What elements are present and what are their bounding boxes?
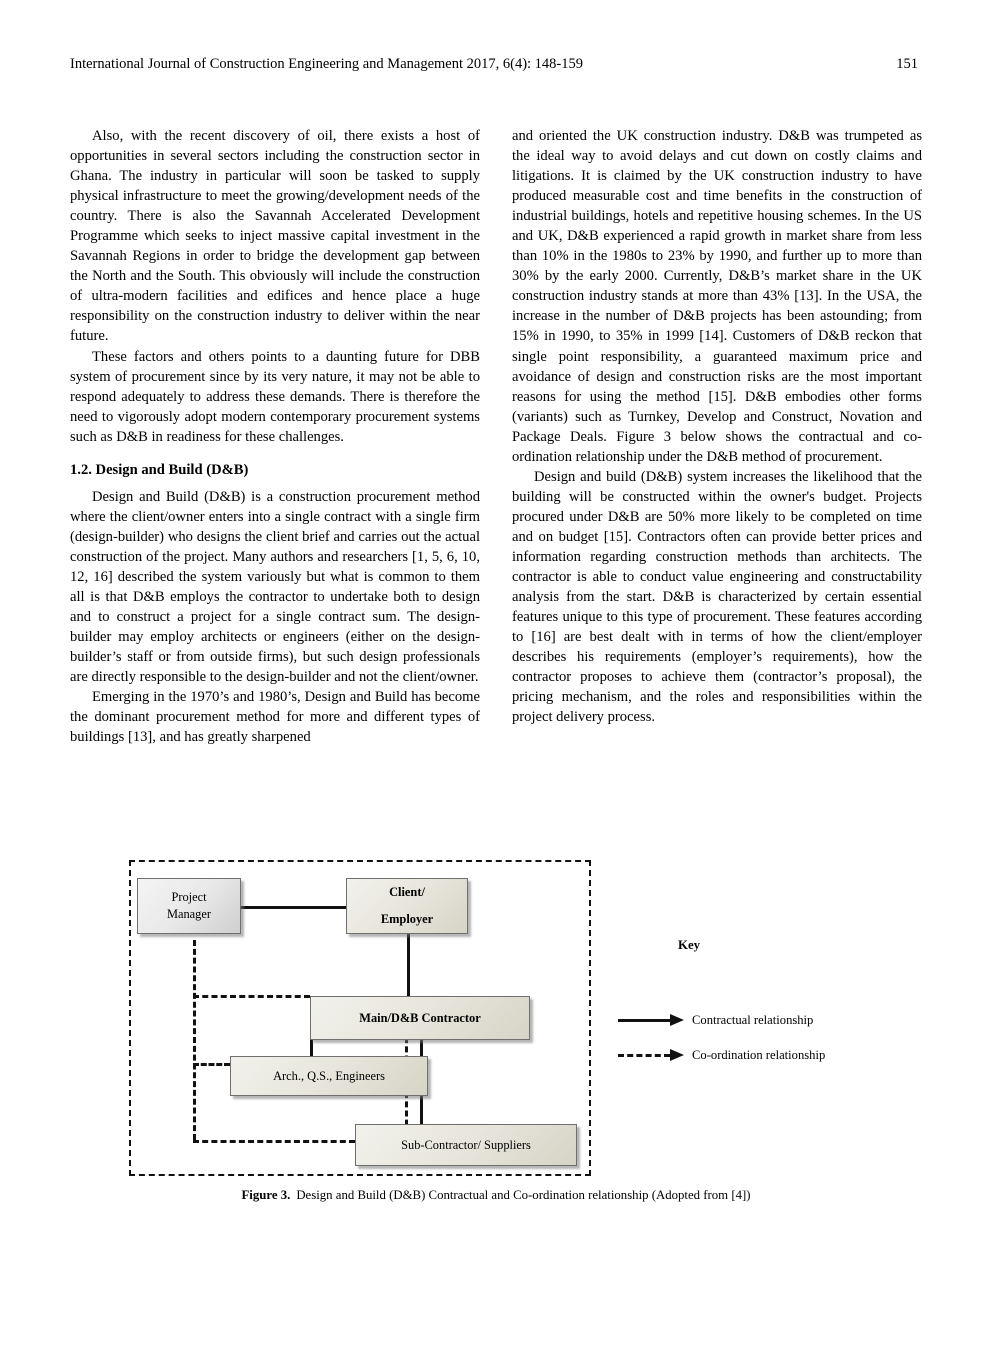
- contract-link-pm-client: [241, 906, 346, 909]
- node-label: Employer: [380, 912, 434, 926]
- coordination-spine-vertical: [193, 940, 196, 1140]
- node-client-employer: [346, 878, 468, 934]
- figure-caption: [70, 1186, 922, 1204]
- right-column: [512, 126, 922, 747]
- node-label: Project: [171, 890, 207, 904]
- figure-key: [618, 938, 918, 1078]
- left-column: [70, 126, 480, 747]
- article-body: [70, 126, 922, 747]
- paragraph: Design and Build (D&B) is a construction procurement method where the client/owner enters into a single contract with a single firm (design-builder) who designs the client brief and carries out the actual construction of the project. Many authors and researchers [1, 5, 6, 10, 12, 16] described the system variously but what is common to them all is that D&B employs the contractor to undertake both to design and to construct a project for a single contract sum. The design-builder may employ architects or engineers (either on the design-builder’s staff or from outside firms), but such design professionals are directly responsible to the design-builder and not the client/owner.: [70, 488, 480, 686]
- node-subcontractors: [355, 1124, 577, 1166]
- coordination-link-subcontractors: [193, 1140, 355, 1143]
- paragraph: Design and build (D&B) system increases the likelihood that the building will be constructed within the owner's budget. Projects procured under D&B are 50% more likely to be completed on time and on budget [15]. Contractors often can provide better prices and information regarding construction methods than architects. The contractor is able to conduct value engineering and constructability analysis from the start. D&B is characterized by certain essential features unique to this type of procurement. These features according to [16] are best dealt with in terms of how the client/employer describes his requirements (employer’s requirements), how the contractor proposes to achieve them (contractor’s proposal), the pricing mechanism, and the roles and responsibilities within the project delivery process.: [512, 468, 922, 726]
- coordination-link-main-contractor: [193, 995, 310, 998]
- solid-arrow-icon: [618, 1013, 686, 1027]
- legend-row-contractual: [618, 1010, 918, 1030]
- paragraph: These factors and others points to a daunting future for DBB system of procurement since by its very nature, it may not be able to respond adequately to address these demands. There is therefore the need to vigorously adopt modern contemporary procurement systems such as D&B in readiness for these challenges.: [70, 348, 480, 445]
- section-heading: 1.2. Design and Build (D&B): [70, 461, 249, 478]
- contract-link-client-main: [407, 934, 410, 996]
- node-consultants: [230, 1056, 428, 1096]
- journal-title-line: International Journal of Construction Engineering and Management 2017, 6(4): 148-159: [70, 56, 584, 72]
- figure-caption-text: Design and Build (D&B) Contractual and Co-ordination relationship (Adopted from [4]): [296, 1188, 751, 1202]
- paragraph: Emerging in the 1970’s and 1980’s, Design and Build has become the dominant procurement method for more and different types of buildings [13], and has greatly sharpened: [70, 689, 480, 746]
- node-main-contractor: [310, 996, 530, 1040]
- node-label: Client/: [389, 885, 425, 899]
- running-head: [70, 56, 922, 78]
- paragraph: and oriented the UK construction industry. D&B was trumpeted as the ideal way to avoid delays and cut down on costly claims and litigations. It is claimed by the UK construction industry to have produced measurable cost and time benefits in the construction of industrial buildings, hotels and repetitive housing schemes. In the US and UK, D&B experienced a rapid growth in market share from less than 10% in the 1980s to 23% by 1990, and further up to more than 30% by the early 2000. Currently, D&B’s market share in the UK construction industry stands at more than 43% [13]. In the USA, the increase in the number of D&B projects has been astounding; from 15% in 1990, to 35% in 1999 [14]. Customers of D&B reckon that single point responsibility, a guaranteed maximum price and avoidance of design and construction risks are the most important reasons for using the method [15]. D&B embodies other forms (variants) such as Turnkey, Develop and Construct, Novation and Package Deals. Figure 3 below shows the contractual and co-ordination relationship under the D&B method of procurement.: [512, 128, 922, 465]
- node-label: Arch., Q.S., Engineers: [273, 1068, 385, 1083]
- diagram-boundary: [129, 860, 591, 1176]
- node-project-manager: [137, 878, 241, 934]
- legend-label: Co-ordination relationship: [692, 1047, 826, 1062]
- figure-3: [70, 850, 922, 1230]
- legend-label: Contractual relationship: [692, 1012, 814, 1027]
- paragraph: Also, with the recent discovery of oil, there exists a host of opportunities in several sectors including the construction sector in Ghana. The industry in particular will soon be tasked to supply physical infrastructure to meet the growing/development needs of the country. There is also the Savannah Accelerated Development Programme which seeks to inject massive capital investment in the Savannah Regions in order to bridge the development gap between the North and the South. This obviously will include the construction of ultra-modern facilities and edifices and hence place a huge responsibility on the construction industry to deliver within the near future.: [70, 128, 480, 345]
- dashed-arrow-icon: [618, 1048, 686, 1062]
- node-label: Manager: [166, 907, 212, 921]
- node-label: Sub-Contractor/ Suppliers: [401, 1137, 531, 1152]
- node-label: Main/D&B Contractor: [359, 1010, 481, 1025]
- legend-row-coordination: [618, 1045, 918, 1065]
- coordination-link-consultants: [193, 1063, 230, 1066]
- page-number: 151: [896, 56, 918, 72]
- figure-caption-label: Figure 3.: [241, 1188, 291, 1202]
- key-title: Key: [678, 938, 701, 952]
